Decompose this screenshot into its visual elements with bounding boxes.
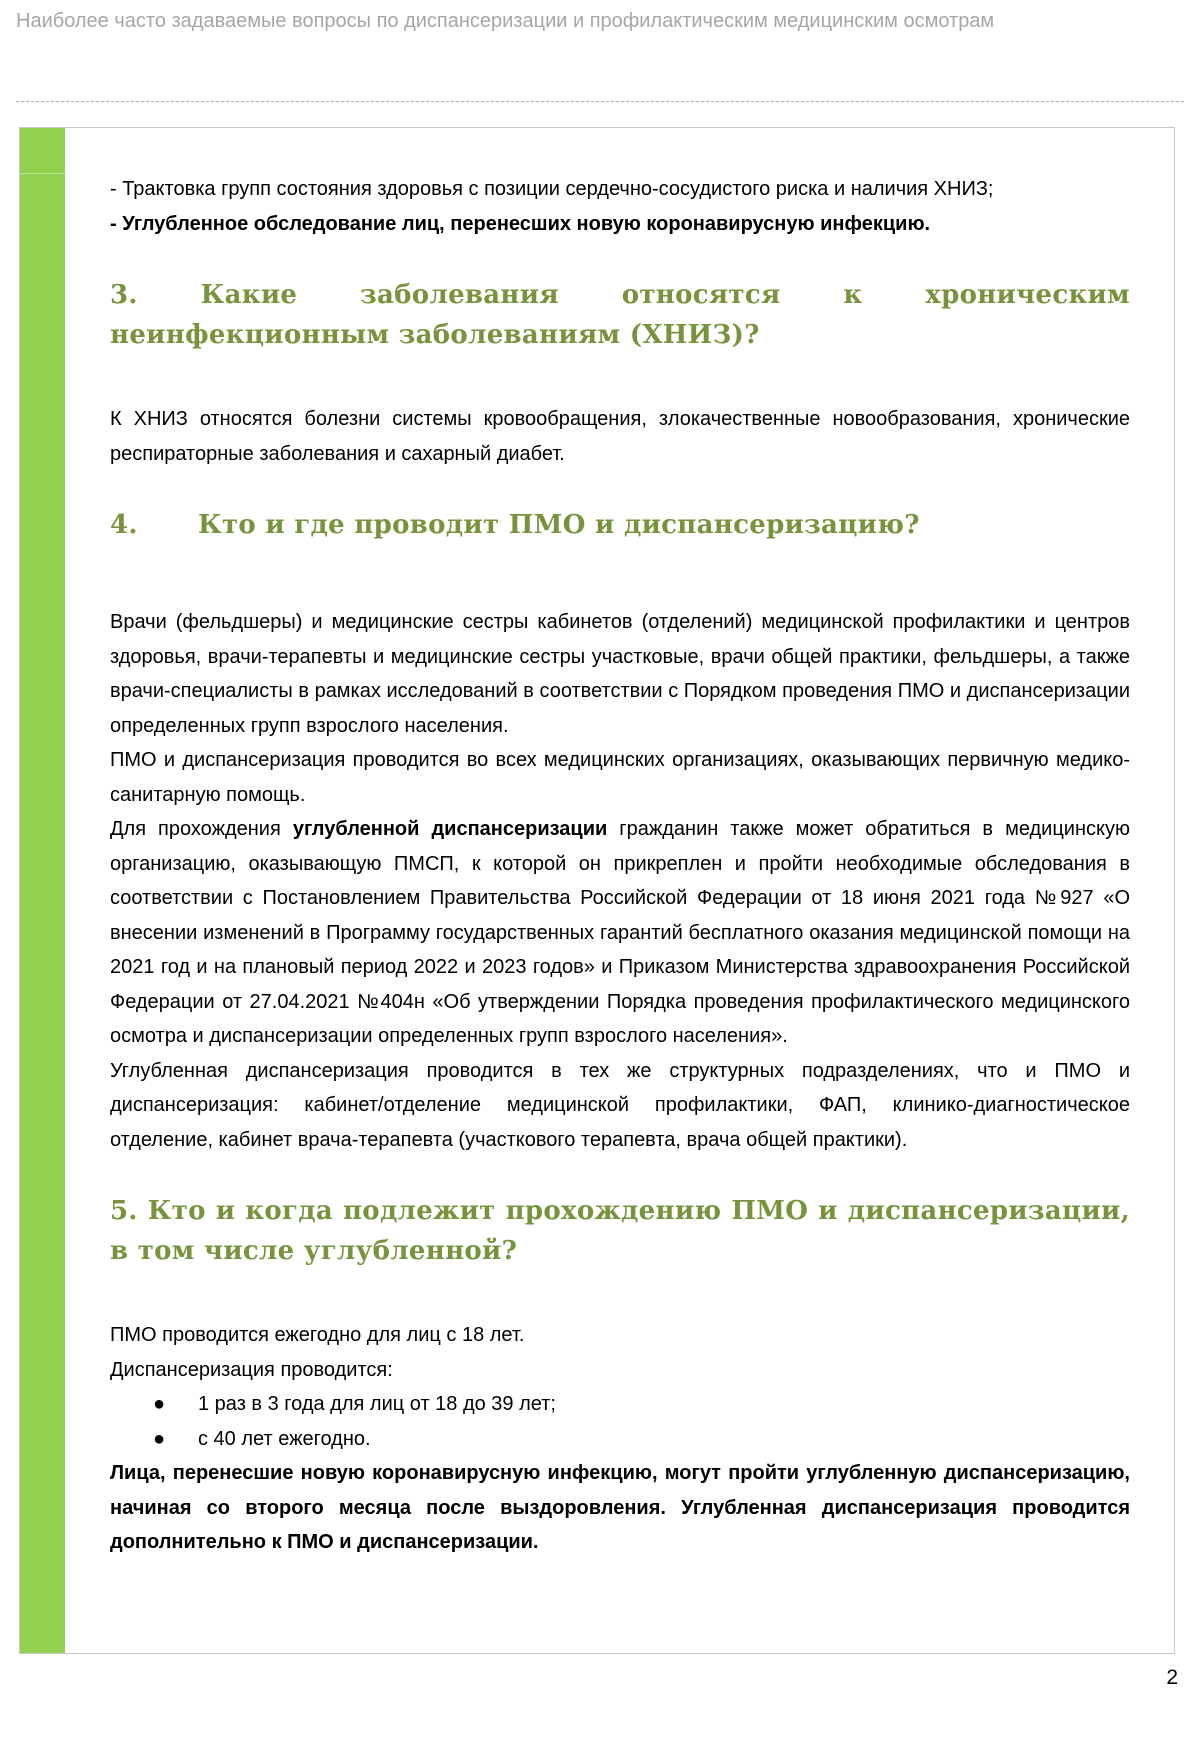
- section-3-heading: [110, 275, 1130, 355]
- section-4-heading: [110, 505, 1130, 545]
- list-item-text: 1 раз в 3 года для лиц от 18 до 39 лет;: [198, 1393, 556, 1415]
- header-divider: [16, 101, 1184, 102]
- section-4-p3-after: гражданин также может обратиться в медицинскую организацию, оказывающую ПМСП, к которой он прикреплен и пройти необходимые обследования в соответствии с Постановлением Правительства Российской Федерации от 18 июня 2021 года №927 «О внесении изменений в Программу государственных гарантий бесплатного оказания медицинской помощи на 2021 год и на плановый период 2022 и 2023 годов» и Приказом Министерства здравоохранения Российской Федерации от 27.04.2021 №404н «Об утверждении Порядка проведения профилактического медицинского осмотра и диспансеризации определенных групп взрослого населения».: [110, 818, 1130, 1047]
- section-4-p3-before: Для прохождения: [110, 818, 293, 840]
- section-5-number: 5.: [110, 1196, 138, 1226]
- section-4-paragraph-3: [110, 812, 1130, 1054]
- section-4-paragraph-1: Врачи (фельдшеры) и медицинские сестры кабинетов (отделений) медицинской профилактики и центров здоровья, врачи-терапевты и медицинские сестры участковые, врачи общей практики, фельдшеры, а также врачи-специалисты в рамках исследований в соответствии с Порядком проведения ПМО и диспансеризации определенных групп взрослого населения.: [110, 611, 1130, 737]
- section-3-body: К ХНИЗ относятся болезни системы кровообращения, злокачественные новообразования, хронические респираторные заболевания и сахарный диабет.: [110, 408, 1130, 465]
- list-item-text: с 40 лет ежегодно.: [198, 1427, 371, 1450]
- bullet-icon: ●: [153, 1427, 166, 1450]
- section-4-number: 4.: [110, 510, 138, 540]
- page-number: 2: [1166, 1666, 1178, 1689]
- section-4-title: Кто и где проводит ПМО и диспансеризацию?: [198, 510, 920, 540]
- intro-line-2: - Углубленное обследование лиц, перенесших новую коронавирусную инфекцию.: [110, 212, 931, 235]
- side-accent-bar: [20, 128, 65, 1653]
- list-item: [110, 1422, 1130, 1457]
- section-5-paragraph-1: ПМО проводится ежегодно для лиц с 18 лет.: [110, 1324, 525, 1346]
- section-5-paragraph-2: Диспансеризация проводится:: [110, 1358, 393, 1381]
- section-3-title: Какие заболевания относятся к хроническим неинфекционным заболеваниям (ХНИЗ)?: [110, 280, 1130, 350]
- running-header: Наиболее часто задаваемые вопросы по диспансеризации и профилактическим медицинским осмотрам: [16, 10, 995, 32]
- bullet-icon: ●: [153, 1393, 166, 1415]
- list-item: [110, 1387, 1130, 1422]
- section-5-heading: [110, 1191, 1130, 1271]
- section-4-paragraph-4: Углубленная диспансеризация проводится в тех же структурных подразделениях, что и ПМО и диспансеризация: кабинет/отделение медицинской профилактики, ФАП, клинико-диагностическое отделение, кабинет врача-терапевта (участкового терапевта, врача общей практики).: [110, 1059, 1130, 1151]
- section-4-paragraph-2: ПМО и диспансеризация проводится во всех медицинских организациях, оказывающих первичную медико-санитарную помощь.: [110, 749, 1130, 806]
- section-4-p3-bold: углубленной диспансеризации: [292, 818, 608, 840]
- intro-line-1: - Трактовка групп состояния здоровья с позиции сердечно-сосудистого риска и наличия ХНИЗ;: [110, 178, 994, 200]
- document-body: [110, 172, 1130, 1560]
- section-3-number: 3.: [110, 280, 138, 310]
- section-5-bold-paragraph: Лица, перенесшие новую коронавирусную инфекцию, могут пройти углубленную диспансеризацию, начиная со второго месяца после выздоровления. Углубленная диспансеризация проводится дополнительно к ПМО и диспансеризации.: [110, 1462, 1130, 1553]
- section-5-title: Кто и когда подлежит прохождению ПМО и диспансеризации, в том числе углубленной?: [110, 1196, 1130, 1266]
- section-5-bullet-list: [110, 1387, 1130, 1456]
